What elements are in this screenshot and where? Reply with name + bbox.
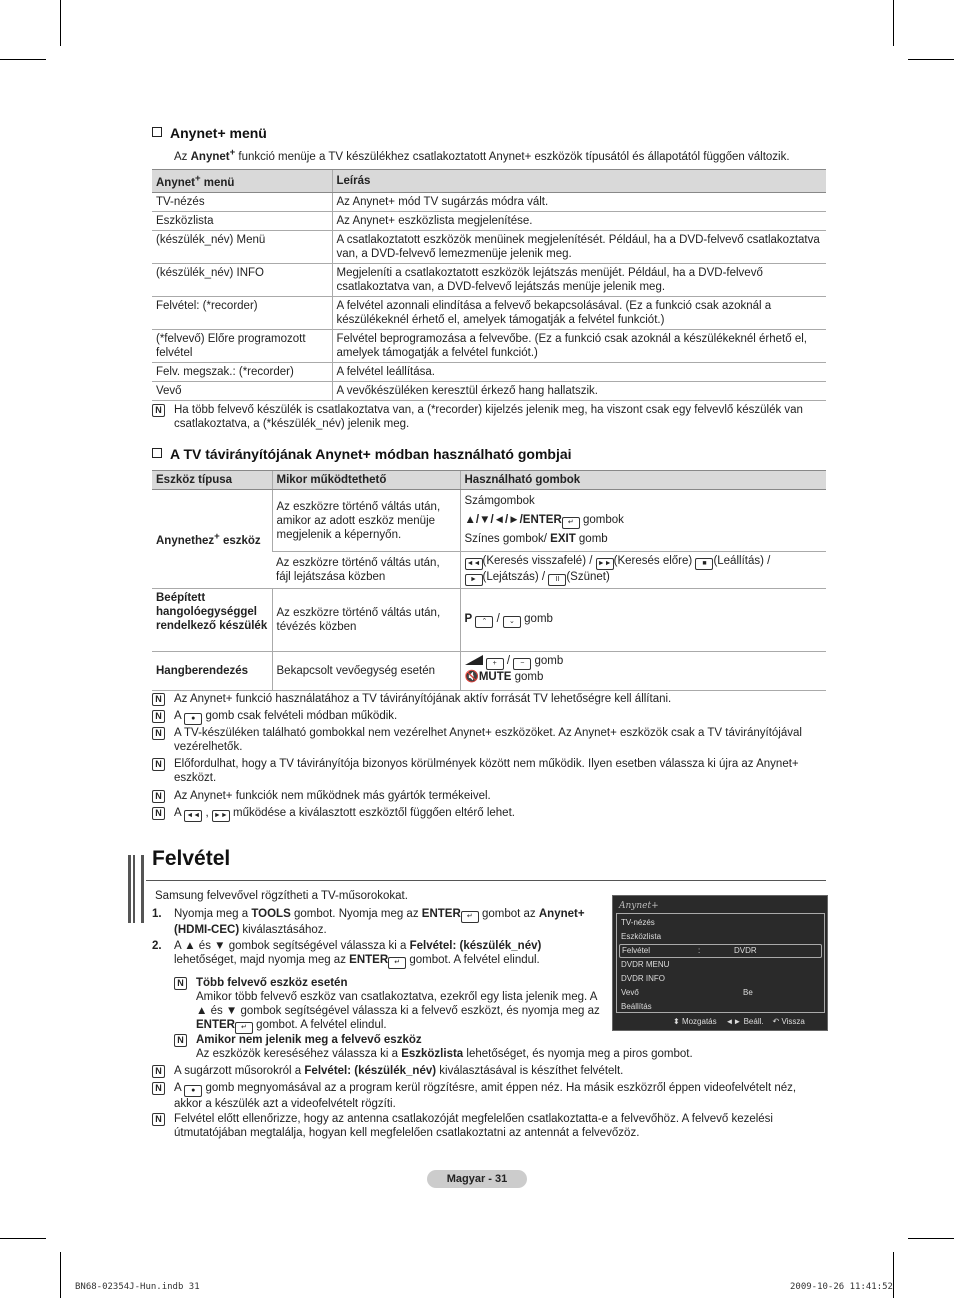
note-icon: N — [152, 1113, 165, 1126]
remote-buttons-table — [152, 470, 826, 691]
record-key-icon: ● — [184, 713, 202, 725]
rewind-key-icon: ◄◄ — [465, 558, 483, 570]
table-row: Felvétel: (*recorder) A felvétel azonnali elindítása a felvevő bekapcsolásával. (Ez a funkció csak azoknál a készülékeknél érhető el, amelyek támogatják a felvétel funkciót.) — [152, 296, 826, 329]
crop-mark — [893, 0, 894, 46]
record-key-icon: ● — [184, 1085, 202, 1097]
osd-menu-item[interactable]: Vevő Be — [621, 988, 753, 997]
table-row: Felv. megszak.: (*recorder) A felvétel leállítása. — [152, 362, 826, 381]
osd-menu-item[interactable]: Beállítás — [621, 1002, 652, 1011]
enter-key-icon: ↵ — [461, 911, 479, 923]
note: N A ● gomb csak felvételi módban működik. — [152, 709, 822, 725]
heading-bar-decoration — [128, 855, 144, 923]
fast-forward-key-icon: ►► — [596, 558, 614, 570]
imprint-date: 2009-10-26 11:41:52 — [790, 1282, 893, 1292]
fast-forward-key-icon: ►► — [212, 810, 230, 822]
table-row: (készülék_név) Menü A csatlakoztatott eszközök menüinek megjelenítését. Például, ha a DVD-felvevő csatlakoztatva van, a DVD-felvevő lemezmenüje jelenik meg. — [152, 230, 826, 263]
table-row: Beépített hangolóegységgel rendelkező készülék Az eszközre történő váltás után, tévézés közben P ⌃ / ⌄ gomb — [152, 589, 826, 652]
pause-key-icon: II — [548, 574, 566, 586]
note: N Előfordulhat, hogy a TV távirányítója bizonyos körülmények között nem működik. Ilyen esetben válassza ki újra az Anynet+ eszközt. — [152, 757, 822, 785]
note: N A ◄◄ , ►► működése a kiválasztott eszköztől függően eltérő lehet. — [152, 806, 822, 822]
note-icon: N — [152, 1082, 165, 1095]
note: N Ha több felvevő készülék is csatlakoztatva van, a (*recorder) kijelzés jelenik meg, ha viszont csak egy felvevlő készülék van csatlakoztatva, a (*készülék_név) jelenik meg. — [152, 403, 822, 431]
osd-menu-item[interactable]: Eszközlista — [621, 932, 662, 941]
anynet-menu-table — [152, 169, 826, 401]
rewind-key-icon: ◄◄ — [184, 810, 202, 822]
crop-mark — [908, 1238, 954, 1239]
checkbox-bullet-icon — [152, 127, 162, 137]
note-icon: N — [152, 790, 165, 803]
return-icon: ↶ — [772, 1017, 780, 1026]
table-row: Az eszközre történő váltás után, fájl lejátszása közben ◄◄ (Keresés visszafelé) / ►► (Keresés előre) ■ (Leállítás) / ► (Lejátszás) / II (Szünet) — [152, 552, 826, 589]
note-icon: N — [152, 710, 165, 723]
enter-key-icon: ↵ — [235, 1022, 253, 1034]
table-row: (*felvevő) Előre programozott felvétel Felvétel beprogramozása a felvevőbe. (Ez a funkció csak azoknál a készülékeknél érhető el, amelyek támogatják a felvétel funkciót.) — [152, 329, 826, 362]
section-heading-remote-buttons: A TV távirányítójának Anynet+ módban használható gombjai — [152, 447, 572, 461]
section-heading-anynet-menu: Anynet+ menü — [152, 126, 267, 140]
step-2: 2. A ▲ és ▼ gombok segítségével válassza ki a Felvétel: (készülék_név) lehetőséget, majd nyomja meg az ENTER ↵ gombot. A felvétel elindul. — [152, 939, 552, 969]
channel-down-key-icon: ⌄ — [503, 616, 521, 628]
osd-footer: ⬍ Mozgatás ◄► Beáll. ↶ Vissza — [673, 1017, 805, 1026]
note-icon: N — [152, 727, 165, 740]
crop-mark — [60, 0, 61, 46]
note-icon: N — [152, 404, 165, 417]
volume-up-key-icon: + — [486, 658, 504, 670]
osd-menu-item[interactable]: DVDR MENU — [621, 960, 670, 969]
crop-mark — [908, 59, 954, 60]
table-row: Eszközlista Az Anynet+ eszközlista megjelenítése. — [152, 211, 826, 230]
osd-menu-item[interactable]: TV-nézés — [621, 918, 655, 927]
column-header: Leírás — [332, 170, 826, 193]
checkbox-bullet-icon — [152, 448, 162, 458]
table-row: (készülék_név) INFO Megjeleníti a csatlakoztatott eszközök lejátszás menüjét. Például, ha a DVD-felvevő csatlakoztatva van, a DVD-felvevő lejátszás menüje jelenik meg. — [152, 263, 826, 296]
move-icon: ⬍ — [673, 1017, 680, 1026]
sub-note: N Amikor nem jelenik meg a felvevő eszköz Az eszközök kereséséhez válassza ki a Eszközlista lehetőséget, és nyomja meg a piros gombot. — [174, 1033, 734, 1061]
note-icon: N — [152, 1065, 165, 1078]
crop-mark — [893, 1252, 894, 1298]
note: N Felvétel előtt ellenőrizze, hogy az antenna csatlakozóját megfelelően csatlakoztatta-e a felvevőhöz. A felvevő kezelési útmutatójában megtalálja, hogyan kell megfelelően csatlakoztatni az antennát a felvevőzöz. — [152, 1112, 822, 1140]
column-header: Anynet+ menü — [152, 170, 332, 193]
anynet-osd-screenshot — [612, 895, 828, 1031]
volume-icon — [465, 655, 483, 665]
sub-note: N Több felvevő eszköz esetén Amikor több felvevő eszköz van csatlakoztatva, ezekről egy lista jelenik meg. A ▲ és ▼ gombok segítségével válassza ki a felvevő eszközt, és nyomja meg az ENTER ↵ gombot. A felvétel elindul. — [174, 976, 604, 1034]
volume-down-key-icon: − — [513, 658, 531, 670]
enter-key-icon: ↵ — [562, 517, 580, 529]
column-header: Használható gombok — [460, 471, 826, 490]
crop-mark — [0, 59, 46, 60]
column-header: Mikor működtethető — [272, 471, 460, 490]
enter-key-icon: ↵ — [388, 957, 406, 969]
play-key-icon: ► — [465, 574, 483, 586]
table-row: TV-nézés Az Anynet+ mód TV sugárzás módra vált. — [152, 192, 826, 211]
crop-mark — [0, 1238, 46, 1239]
anynet-logo: Anynet+ — [619, 901, 659, 911]
section-intro: Samsung felvevővel rögzítheti a TV-műsorokokat. — [155, 890, 408, 902]
note-icon: N — [152, 807, 165, 820]
column-header: Eszköz típusa — [152, 471, 272, 490]
divider — [146, 880, 826, 881]
note-icon: N — [174, 977, 187, 990]
section-intro: Az Anynet+ funkció menüje a TV készülékhez csatlakoztatott Anynet+ eszközök típusától és állapotától függően változik. — [174, 147, 790, 163]
step-1: 1. Nyomja meg a TOOLS gombot. Nyomja meg az ENTER ↵ gombot az Anynet+ (HDMI-CEC) kiválasztásához. — [152, 908, 585, 936]
osd-menu-item-selected[interactable]: Felvétel : DVDR — [619, 944, 822, 958]
note: N A ● gomb megnyomásával az a program kerül rögzítésre, amit éppen néz. Ha másik eszközről éppen videofelvételt néz, akkor a készülék azt a videofelvételt rögzíti. — [152, 1081, 822, 1111]
page-title: Felvétel — [152, 847, 231, 870]
note-icon: N — [152, 693, 165, 706]
adjust-icon: ◄► — [725, 1017, 742, 1026]
note-icon: N — [152, 758, 165, 771]
table-row: Vevő A vevőkészüléken keresztül érkező hang hallatszik. — [152, 381, 826, 400]
page-number: Magyar - 31 — [427, 1170, 527, 1188]
note: N Az Anynet+ funkció használatához a TV távirányítójának aktív forrását TV lehetőségre kell állítani. — [152, 692, 822, 706]
stop-key-icon: ■ — [695, 558, 713, 570]
osd-menu — [616, 913, 825, 1013]
table-row: Anynethez+ eszköz Az eszközre történő váltás után, amikor az adott eszköz menüje megjelenik a képernyőn. Számgombok ▲/▼/◄/►/ENTER ↵ gombok Színes gombok/ EXIT gomb — [152, 490, 826, 552]
table-row: Hangberendezés Bekapcsolt vevőegység esetén + / − gomb 🔇MUTE gomb — [152, 652, 826, 691]
note: N A sugárzott műsorokról a Felvétel: (készülék_név) kiválasztásával is készíthet felvételt. — [152, 1064, 822, 1078]
crop-mark — [60, 1252, 61, 1298]
note: N Az Anynet+ funkciók nem működnek más gyártók termékeivel. — [152, 789, 822, 803]
mute-icon: 🔇 — [464, 671, 479, 683]
channel-up-key-icon: ⌃ — [475, 616, 493, 628]
imprint-file: BN68-02354J-Hun.indb 31 — [75, 1282, 200, 1292]
osd-menu-item[interactable]: DVDR INFO — [621, 974, 665, 983]
note: N A TV-készüléken található gombokkal nem vezérelhet Anynet+ eszközöket. Az Anynet+ eszközök csak a TV távirányítójával vezérelhetők. — [152, 726, 822, 754]
note-icon: N — [174, 1034, 187, 1047]
